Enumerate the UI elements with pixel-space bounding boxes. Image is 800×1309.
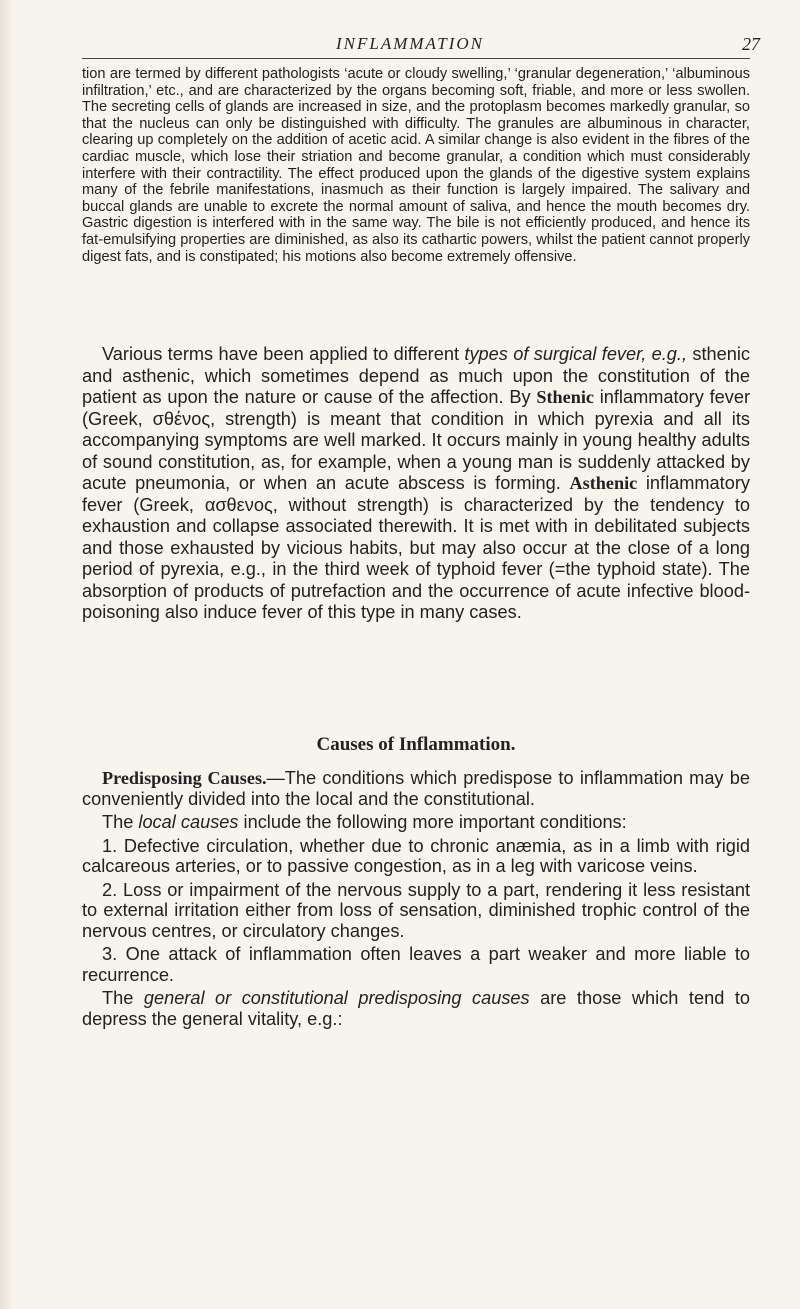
asthenic-label: Asthenic [569, 473, 638, 493]
italic-term: general or constitutional predisposing causes [143, 988, 530, 1008]
binding-shadow [0, 0, 14, 1309]
sthenic-label: Sthenic [536, 387, 594, 407]
causes-block [82, 768, 750, 1032]
list-item: 3. One attack of inflammation often leaves a part weaker and more liable to recurrence. [82, 944, 750, 985]
local-causes-paragraph [82, 812, 750, 833]
text-run: Various terms have been applied to different [102, 344, 465, 364]
text-run: inflammatory fever (Greek, ασθενος, without strength) is characterized by the tendency to exhaustion and collapse associated therewith. It is met with in debilitated subjects and those exhausted by vicious habits, but may also occur at the close of a long period of pyrexia, e.g., in the third week of typhoid fever (=the typhoid state). The absorption of products of putrefaction and the occurrence of acute infective blood-poisoning also induce fever of this type in many cases. [82, 473, 750, 622]
italic-term: local causes [138, 812, 239, 832]
list-item: 2. Loss or impairment of the nervous supply to a part, rendering it less resistant to external irritation either from loss of sensation, diminished trophic control of the nervous centres, or circulatory changes. [82, 879, 750, 941]
list-item: 1. Defective circulation, whether due to chronic anæmia, as in a limb with rigid calcareous arteries, or to passive congestion, as in a leg with varicose veins. [82, 835, 750, 876]
running-title: INFLAMMATION [335, 34, 485, 53]
predisposing-label: Predisposing Causes. [102, 768, 267, 788]
header-rule [82, 58, 750, 59]
predisposing-paragraph [82, 768, 750, 809]
general-causes-paragraph [82, 988, 750, 1029]
top-paragraph: tion are termed by different pathologists ‘acute or cloudy swelling,’ ‘granular degeneration,’ ‘albuminous infiltration,’ etc., and are characterized by the organs becoming soft, friable, and more or less swollen. The secreting cells of glands are increased in size, and the protoplasm becomes markedly granular, so that the nucleus can only be distinguished with difficulty. The granules are albuminous in character, clearing up completely on the addition of acetic acid. A similar change is also evident in the fibres of the cardiac muscle, which lose their striation and become granular, a condition which must considerably interfere with their contractility. The effect produced upon the glands of the digestive system explains many of the febrile manifestations, inasmuch as their function is largely impaired. The salivary and buccal glands are unable to excrete the normal amount of saliva, and hence the mouth becomes dry. Gastric digestion is interfered with in the same way. The bile is not efficiently produced, and hence its fat-emulsifying properties are diminished, as also its cathartic powers, whilst the patient cannot properly digest fats, and is constipated; his motions also become extremely offensive. [82, 66, 750, 265]
text-run: inflammatory fever (Greek, σθένος, strength) is meant that condition in which pyrexia and all its accompanying symptoms are well marked. It occurs mainly in young healthy adults of sound constitution, as, for example, when a young man is suddenly attacked by acute pneumonia, or when an acute abscess is forming. [82, 387, 751, 493]
italic-term: types of surgical fever, e.g., [464, 344, 687, 364]
text-run: are those which tend to depress the general vitality, e.g.: [82, 988, 750, 1029]
text-run: The [102, 812, 139, 832]
text-run: sthenic and asthenic, which sometimes depend as much upon the constitution of the patient as upon the nature or cause of the affection. By [82, 344, 750, 407]
text-run: —The conditions which predispose to inflammation may be conveniently divided into the local and the constitutional. [82, 768, 750, 809]
text-run: The [102, 988, 144, 1008]
fever-types-block [82, 344, 750, 624]
fever-types-paragraph [82, 344, 750, 624]
section-heading: Causes of Inflammation. [316, 734, 516, 755]
top-paragraph-block [82, 66, 750, 265]
page-number: 27 [742, 34, 760, 54]
text-run: include the following more important conditions: [238, 812, 627, 832]
running-head [60, 34, 760, 56]
